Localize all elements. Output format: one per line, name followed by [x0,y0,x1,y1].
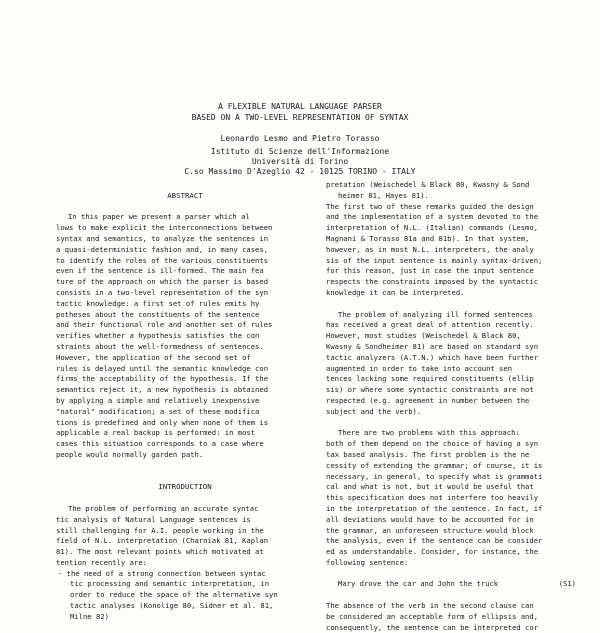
text-line: respected (e.g. agreement in number between the [326,395,530,405]
text-line: tention recently are: [56,557,147,567]
text-line: subject and the verb). [326,406,422,416]
text-line: following sentence: [326,557,409,567]
text-line: this specification does not interfere too heavily [326,493,539,503]
text-line: cases this situation corresponds to a case where [56,439,264,449]
right-paragraph-1 [326,180,576,299]
motivation-bullet-list [56,569,314,623]
text-line: pretation (Weischedel & Black 80, Kwasny & Sond [326,180,530,189]
text-line: The absence of the verb in the second clause can [326,601,534,611]
text-line: field of N.L. interpretation (Charniak 81, Kaplan [56,536,269,546]
text-line: people would normally garden path. [56,449,204,459]
text-line: The first two of these remarks guided the design [326,201,534,211]
right-paragraph-2 [326,310,576,418]
text-line: sis of the input sentence is mainly syntax-driven; [326,255,543,265]
text-line: In this paper we present a parser which al [68,212,250,222]
text-line: and the implementation of a system devoted to the [326,212,539,222]
text-line: 81). The most relevant points which motivated at [56,547,264,557]
text-line: augmented in order to take into account sen [326,363,513,373]
text-line: semantics reject it, a new hypothesis is obtained [56,385,269,395]
text-line: the analysis, even if the sentence can be consider [326,536,543,546]
text-line: lows to make explicit the interconnections between [56,223,273,233]
text-line: tic analysis of Natural Language sentences is [56,514,251,524]
example-label: (S1) [558,579,576,589]
text-line: knowledge it can be interpreted. [326,287,465,297]
text-line: verifies whether a hypothesis satisfies the con [56,331,260,341]
paper-title-line-2: BASED ON A TWO-LEVEL REPRESENTATION OF SYNTAX [191,113,409,122]
text-line: Kwasny & Sondheimer 81) are based on standard syn [326,341,539,351]
text-line: necessary, in general, to specify what is grammati [326,471,543,481]
text-line: consequently, the sentence can be interpreted cor [326,622,539,632]
text-line: in the interpretation of the sentence. In fact, if [326,503,543,513]
text-line: The problem of performing an accurate syntac [68,503,259,513]
text-line: both of them depend on the choice of having a syn [326,439,539,449]
text-line: to identify the roles of the various constituents [56,255,269,265]
text-line: There are two problems with this approach: [338,428,520,438]
text-line: The problem of analyzing ill formed sentences [338,309,533,319]
text-line: consists in a two-level representation of the syn [56,287,269,297]
text-line: respects the constraints imposed by the syntactic [326,277,539,287]
text-line: has received a great deal of attention recently. [326,320,534,330]
text-line: interpretation of N.L. (Italian) commands (Lesmo, [326,223,539,233]
text-line: syntax and semantics, to analyze the sentences in [56,233,269,243]
example-sentence: Mary drove the car and John the truck [338,579,499,589]
text-line: sis) or where some syntactic constraints are not [326,385,534,395]
text-line: applicable a real backup is performed: in most [56,428,256,438]
text-line: heimer 81, Hayes 81). [338,190,429,200]
authors: Leonardo Lesmo and Pietro Torasso [220,134,380,143]
text-line: However, most studies (Weischedel & Black 80, [326,331,521,341]
text-line: straints about the well-formedness of sentences. [56,341,264,351]
text-line: - the need of a strong connection between syntac [58,568,266,578]
affiliation-line-2: Università di Torino [251,157,349,166]
introduction-body [56,504,314,569]
paper-title-line-1: A FLEXIBLE NATURAL LANGUAGE PARSER [218,102,382,111]
address: C.so Massimo D'Azeglio 42 - 10125 TORINO - ITALY [184,167,416,176]
text-line: potheses about the constituents of the sentence [56,309,260,319]
text-line: still challenging for A.I. people working in the [56,525,264,535]
text-line: ture of the approach on which the parser is based [56,277,269,287]
text-line: tactic analyzers (A.T.N.) which have been further [326,352,539,362]
abstract-heading: ABSTRACT [167,190,203,200]
introduction-heading: INTRODUCTION [158,482,212,492]
text-line: and their functional role and another set of rules [56,320,273,330]
text-line: firms the acceptability of the hypothesis. If the [56,374,269,384]
text-line: tences lacking some required constituents (ellip [326,374,534,384]
text-line: However, the application of the second set of [56,352,251,362]
text-line: tactic knowledge: a first set of rules emits hy [56,298,260,308]
text-line: Magnani & Torasso 81a and 81b). In that system, [326,233,530,243]
text-line: tax based analysis. The first problem is the ne [326,449,530,459]
text-line: by applying a simple and relatively inexpensive [56,395,260,405]
text-line: rules is delayed until the semantic knowledge con [56,363,269,373]
text-line: be considered an acceptable form of ellipsis and, [326,611,539,621]
text-line: the grammar, an unforeseen structure would block [326,525,534,535]
example-sentence-row [326,579,576,590]
text-line: for this reason, just in case the input sentence [326,266,534,276]
text-line: all deviations would have to be accounted for in [326,514,534,524]
right-paragraph-3 [326,428,576,568]
affiliation-line-1: Istituto di Scienze dell'Informazione [210,147,390,156]
text-line: tic processing and semantic interpretation, in [70,579,270,589]
text-line: tions is predefined and only when none of them is [56,417,269,427]
text-line: order to reduce the space of the alternative syn [70,590,278,600]
text-line: ed as understandable. Consider, for instance, the [326,547,539,557]
text-line: however, as in most N.L. interpreters, the analy [326,244,534,254]
text-line: "natural" modification; a set of these modifica [56,406,260,416]
text-line: even if the sentence is ill-formed. The main fea [56,266,264,276]
text-line: a quasi-deterministic fashion and, in many cases, [56,244,269,254]
text-line: cessity of extending the grammar; of course, it is [326,460,543,470]
left-column [56,180,314,623]
right-paragraph-4 [326,601,576,633]
text-line: tactic analyses (Konolige 80, Sidner et al. 81, [70,601,274,611]
right-column [326,180,576,633]
text-line: Milne 82) [70,611,109,621]
text-line: cal and what is not, but it would be useful that [326,482,534,492]
abstract-body [56,212,314,460]
